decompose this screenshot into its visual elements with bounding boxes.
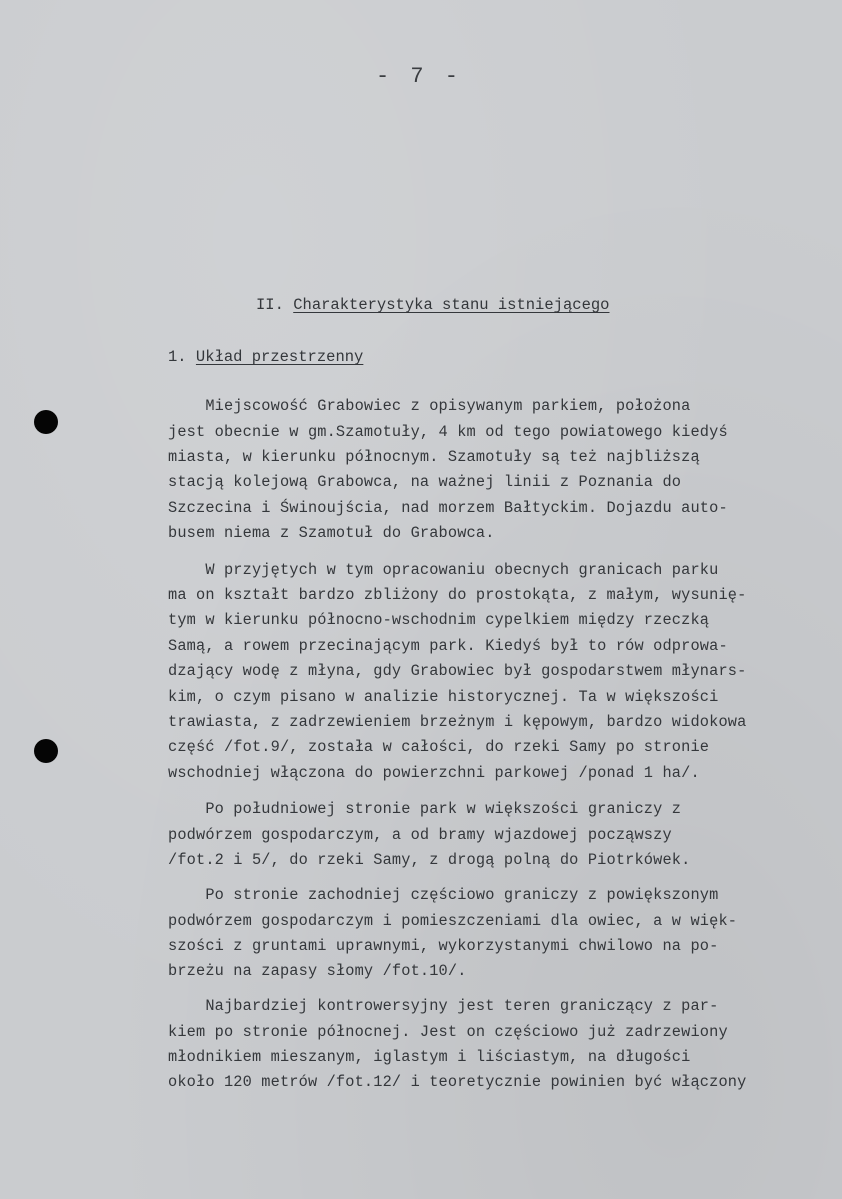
text-line: część /fot.9/, została w całości, do rzeki Samy po stronie [168, 738, 710, 756]
subsection-number: 1. [168, 348, 187, 366]
text-line: dzający wodę z młyna, gdy Grabowiec był gospodarstwem młynars- [168, 662, 747, 680]
text-line: trawiasta, z zadrzewieniem brzeżnym i kępowym, bardzo widokowa [168, 713, 747, 731]
text-line: W przyjętych w tym opracowaniu obecnych granicach parku [168, 561, 719, 579]
text-line: Szczecina i Świnoujścia, nad morzem Bałtyckim. Dojazdu auto- [168, 499, 728, 517]
section-heading [256, 296, 609, 314]
text-line: kiem po stronie północnej. Jest on częściowo już zadrzewiony [168, 1023, 728, 1041]
text-line: wschodniej włączona do powierzchni parkowej /ponad 1 ha/. [168, 764, 700, 782]
text-line: Po stronie zachodniej częściowo graniczy z powiększonym [168, 886, 719, 904]
text-line: miasta, w kierunku północnym. Szamotuły są też najbliższą [168, 448, 700, 466]
text-line: podwórzem gospodarczym i pomieszczeniami dla owiec, a w więk- [168, 912, 738, 930]
text-line: busem niema z Szamotuł do Grabowca. [168, 524, 495, 542]
punch-hole-lower [34, 739, 58, 763]
text-line: /fot.2 i 5/, do rzeki Samy, z drogą polną do Piotrkówek. [168, 851, 691, 869]
punch-hole-upper [34, 410, 58, 434]
text-line: Miejscowość Grabowiec z opisywanym parkiem, położona [168, 397, 691, 415]
text-line: Samą, a rowem przecinającym park. Kiedyś był to rów odprowa- [168, 637, 728, 655]
text-line: Po południowej stronie park w większości graniczy z [168, 800, 682, 818]
text-line: podwórzem gospodarczym, a od bramy wjazdowej począwszy [168, 826, 672, 844]
subsection-title: Układ przestrzenny [195, 348, 364, 366]
text-line: stacją kolejową Grabowca, na ważnej linii z Poznania do [168, 473, 682, 491]
section-title: Charakterystyka stanu istniejącego [293, 296, 610, 314]
section-number: II. [256, 296, 284, 314]
text-line: szości z gruntami uprawnymi, wykorzystanymi chwilowo na po- [168, 937, 719, 955]
text-line: około 120 metrów /fot.12/ i teoretycznie powinien być włączony [168, 1073, 747, 1091]
text-line: Najbardziej kontrowersyjny jest teren graniczący z par- [168, 997, 719, 1015]
page-number: - 7 - [376, 64, 463, 89]
text-line: młodnikiem mieszanym, iglastym i liściastym, na długości [168, 1048, 691, 1066]
text-line: kim, o czym pisano w analizie historycznej. Ta w większości [168, 688, 719, 706]
text-line: ma on kształt bardzo zbliżony do prostokąta, z małym, wysunię- [168, 586, 747, 604]
text-line: brzeżu na zapasy słomy /fot.10/. [168, 962, 467, 980]
text-line: tym w kierunku północno-wschodnim cypelkiem między rzeczką [168, 611, 710, 629]
text-line: jest obecnie w gm.Szamotuły, 4 km od tego powiatowego kiedyś [168, 423, 728, 441]
subsection-heading [168, 348, 363, 366]
